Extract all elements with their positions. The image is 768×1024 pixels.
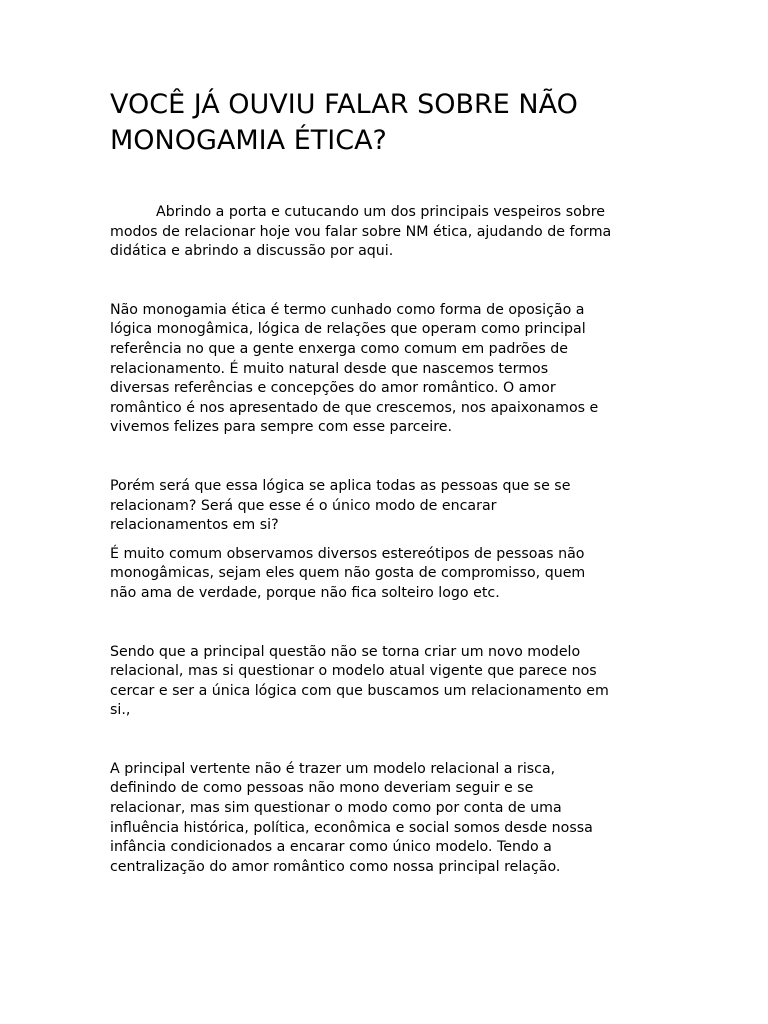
paragraph-main-question: Sendo que a principal questão não se torna criar um novo modelo relacional, mas si questionar o modelo atual vigente que parece nos cercar e ser a única lógica com que buscamos um relacionamento em si., (110, 643, 609, 719)
paragraph-stereotypes: É muito comum observamos diversos estereótipos de pessoas não monogâmicas, sejam eles quem não gosta de compromisso, quem não ama de verdade, porque não fica solteiro logo etc. (110, 545, 586, 601)
paragraph-definition: Não monogamia ética é termo cunhado como forma de oposição a lógica monogâmica, lógica de relações que operam como principal referência no que a gente enxerga como comum em padrões de relacionamento. É muito natural desde que nascemos termos diversas referências e concepções do amor romântico. O amor romântico é nos apresentado de que crescemos, nos apaixonamos e vivemos felizes para sempre com esse parceire. (110, 301, 599, 436)
title-line-2: MONOGAMIA ÉTICA? (110, 125, 387, 156)
document-title (110, 87, 665, 159)
title-line-1: VOCÊ JÁ OUVIU FALAR SOBRE NÃO (110, 89, 578, 120)
paragraph-conclusion: A principal vertente não é trazer um modelo relacional a risca, definindo de como pessoas não mono deveriam seguir e se relacionar, mas sim questionar o modo como por conta de uma influência histórica, política, econômica e social somos desde nossa infância condicionados a encarar como único modelo. Tendo a centralização do amor romântico como nossa principal relação. (110, 760, 593, 875)
document-page (110, 87, 665, 877)
paragraph-intro: Abrindo a porta e cutucando um dos principais vespeiros sobre modos de relacionar hoje vou falar sobre NM ética, ajudando de forma didática e abrindo a discussão por aqui. (110, 204, 612, 260)
paragraph-question: Porém será que essa lógica se aplica todas as pessoas que se se relacionam? Será que esse é o único modo de encarar relacionamentos em si? (110, 477, 571, 534)
